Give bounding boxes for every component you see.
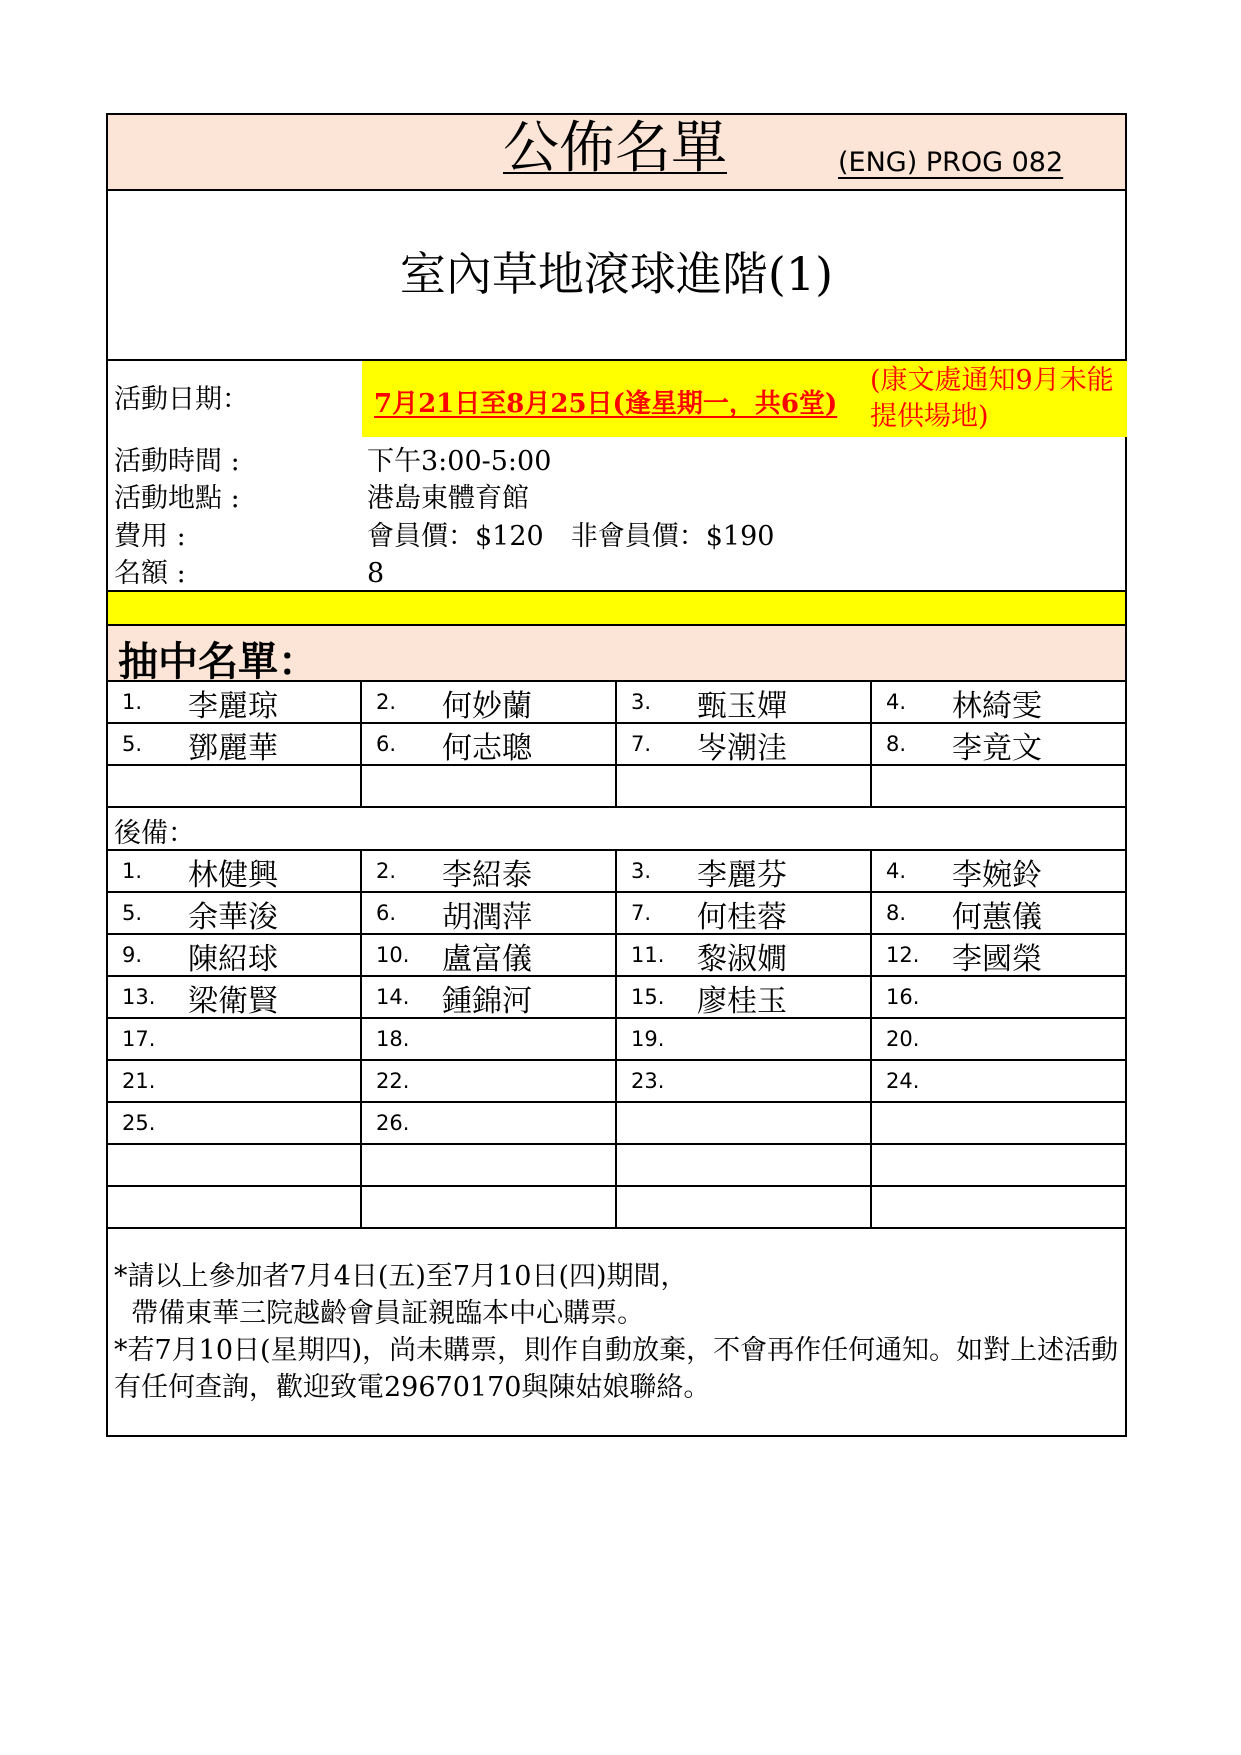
entry-name: 余華浚 [188, 900, 278, 935]
table-cell [872, 1187, 1125, 1227]
entry-number: 3. [631, 690, 652, 714]
table-cell [362, 1187, 617, 1227]
table-cell [872, 682, 1125, 722]
table-cell [108, 766, 362, 806]
table-cell [362, 724, 617, 764]
quota-value: 8 [367, 558, 385, 589]
table-cell [617, 1019, 872, 1059]
entry-name: 何志聰 [442, 731, 532, 766]
drawn-list-heading [108, 626, 1125, 685]
quota-label: 名額 : [114, 558, 186, 589]
table-row [108, 766, 1125, 808]
entry-name: 李國榮 [952, 942, 1042, 977]
entry-number: 14. [376, 985, 410, 1009]
venue-label: 活動地點 : [114, 483, 240, 514]
table-cell [872, 1019, 1125, 1059]
drawn-list-title: 抽中名單： [118, 639, 318, 685]
entry-number: 3. [631, 859, 652, 883]
yellow-divider [108, 590, 1125, 626]
fee-value: 會員價：$120 非會員價：$190 [367, 521, 775, 552]
table-cell [617, 935, 872, 975]
table-cell [108, 1103, 362, 1143]
table-cell [108, 1145, 362, 1185]
program-code: (ENG) PROG 082 [838, 147, 1064, 178]
date-value: 7月21日至8月25日(逢星期一，共6堂) [374, 389, 838, 419]
table-cell [872, 935, 1125, 975]
table-cell [617, 893, 872, 933]
announcement-sheet [106, 113, 1127, 1437]
page-title: 公佈名單 [503, 116, 727, 181]
table-cell [617, 766, 872, 806]
table-row [108, 724, 1125, 766]
entry-name: 黎淑嫺 [697, 942, 787, 977]
table-row [108, 977, 1125, 1019]
table-cell [617, 1187, 872, 1227]
table-cell [362, 766, 617, 806]
table-row [108, 935, 1125, 977]
date-row [108, 361, 1125, 437]
table-cell [362, 1103, 617, 1143]
entry-number: 17. [122, 1027, 156, 1051]
table-row [108, 1019, 1125, 1061]
table-cell [362, 851, 617, 891]
table-row [108, 1187, 1125, 1229]
date-highlight [362, 361, 1127, 437]
table-cell [872, 1145, 1125, 1185]
entry-number: 5. [122, 732, 143, 756]
entry-number: 2. [376, 859, 397, 883]
note-line: *請以上參加者7月4日(五)至7月10日(四)期間， [114, 1261, 688, 1292]
note-line: *若7月10日(星期四)，尚未購票，則作自動放棄，不會再作任何通知。如對上述活動有任何查詢，歡迎致電29670170與陳姑娘聯絡。 [114, 1335, 1119, 1403]
entry-number: 1. [122, 690, 143, 714]
entry-name: 李麗芬 [697, 858, 787, 893]
table-row [108, 1145, 1125, 1187]
fee-label: 費用 : [114, 521, 186, 552]
table-cell [108, 1019, 362, 1059]
entry-name: 廖桂玉 [697, 984, 787, 1019]
table-cell [108, 935, 362, 975]
table-cell [617, 1061, 872, 1101]
table-cell [872, 851, 1125, 891]
table-row [108, 1103, 1125, 1145]
entry-name: 李麗琼 [188, 689, 278, 724]
entry-number: 18. [376, 1027, 410, 1051]
entry-number: 19. [631, 1027, 665, 1051]
backup-heading [108, 808, 1125, 851]
entry-name: 盧富儀 [442, 942, 532, 977]
table-row [108, 682, 1125, 724]
entry-name: 梁衛賢 [188, 984, 278, 1019]
entry-name: 鄧麗華 [188, 731, 278, 766]
time-label: 活動時間 : [114, 446, 240, 477]
header-band [108, 115, 1125, 191]
entry-name: 何妙蘭 [442, 689, 532, 724]
entry-number: 22. [376, 1069, 410, 1093]
entry-name: 陳紹球 [188, 942, 278, 977]
entry-name: 岑潮洼 [697, 731, 787, 766]
entry-number: 13. [122, 985, 156, 1009]
entry-number: 8. [886, 732, 907, 756]
table-row [108, 1061, 1125, 1103]
entry-number: 1. [122, 859, 143, 883]
table-cell [362, 1019, 617, 1059]
entry-name: 林健興 [188, 858, 278, 893]
table-cell [617, 724, 872, 764]
date-label: 活動日期： [114, 384, 249, 415]
entry-name: 胡潤萍 [442, 900, 532, 935]
course-section [108, 191, 1125, 361]
date-note: (康文處通知9月未能提供場地) [870, 365, 1114, 432]
time-value: 下午3:00-5:00 [367, 446, 552, 477]
table-cell [108, 724, 362, 764]
table-cell [872, 724, 1125, 764]
course-name: 室內草地滾球進階(1) [399, 247, 834, 301]
entry-number: 23. [631, 1069, 665, 1093]
table-cell [617, 682, 872, 722]
entry-number: 9. [122, 943, 143, 967]
table-cell [872, 977, 1125, 1017]
entry-number: 25. [122, 1111, 156, 1135]
table-cell [108, 893, 362, 933]
table-cell [362, 977, 617, 1017]
entry-number: 6. [376, 901, 397, 925]
entry-number: 8. [886, 901, 907, 925]
table-cell [872, 893, 1125, 933]
table-row [108, 893, 1125, 935]
notes [114, 1258, 1119, 1406]
entry-number: 24. [886, 1069, 920, 1093]
entry-number: 10. [376, 943, 410, 967]
table-cell [617, 977, 872, 1017]
table-cell [872, 1103, 1125, 1143]
entry-number: 6. [376, 732, 397, 756]
table-row [108, 851, 1125, 893]
entry-name: 李竟文 [952, 731, 1042, 766]
table-cell [108, 1061, 362, 1101]
table-cell [872, 1061, 1125, 1101]
entry-number: 16. [886, 985, 920, 1009]
table-cell [108, 682, 362, 722]
note-line: 帶備東華三院越齡會員証親臨本中心購票。 [114, 1298, 645, 1329]
entry-name: 何桂蓉 [697, 900, 787, 935]
entry-number: 21. [122, 1069, 156, 1093]
table-cell [362, 682, 617, 722]
table-cell [872, 766, 1125, 806]
table-cell [108, 977, 362, 1017]
venue-value: 港島東體育館 [367, 483, 529, 514]
table-cell [108, 1187, 362, 1227]
table-cell [362, 1145, 617, 1185]
table-cell [617, 1103, 872, 1143]
entry-number: 7. [631, 732, 652, 756]
entry-number: 5. [122, 901, 143, 925]
table-cell [617, 851, 872, 891]
entry-number: 12. [886, 943, 920, 967]
entry-name: 李紹泰 [442, 858, 532, 893]
entry-number: 2. [376, 690, 397, 714]
entry-number: 20. [886, 1027, 920, 1051]
backup-label: 後備： [114, 818, 195, 849]
table-cell [362, 893, 617, 933]
table-cell [362, 1061, 617, 1101]
table-cell [617, 1145, 872, 1185]
entry-name: 鍾錦河 [442, 984, 532, 1019]
entry-number: 4. [886, 690, 907, 714]
entry-number: 11. [631, 943, 665, 967]
entry-name: 何蕙儀 [952, 900, 1042, 935]
entry-name: 甄玉嬋 [697, 689, 787, 724]
entry-name: 林綺雯 [952, 689, 1042, 724]
table-cell [362, 935, 617, 975]
entry-name: 李婉鈴 [952, 858, 1042, 893]
entry-number: 4. [886, 859, 907, 883]
entry-number: 7. [631, 901, 652, 925]
entry-number: 15. [631, 985, 665, 1009]
entry-number: 26. [376, 1111, 410, 1135]
table-cell [108, 851, 362, 891]
